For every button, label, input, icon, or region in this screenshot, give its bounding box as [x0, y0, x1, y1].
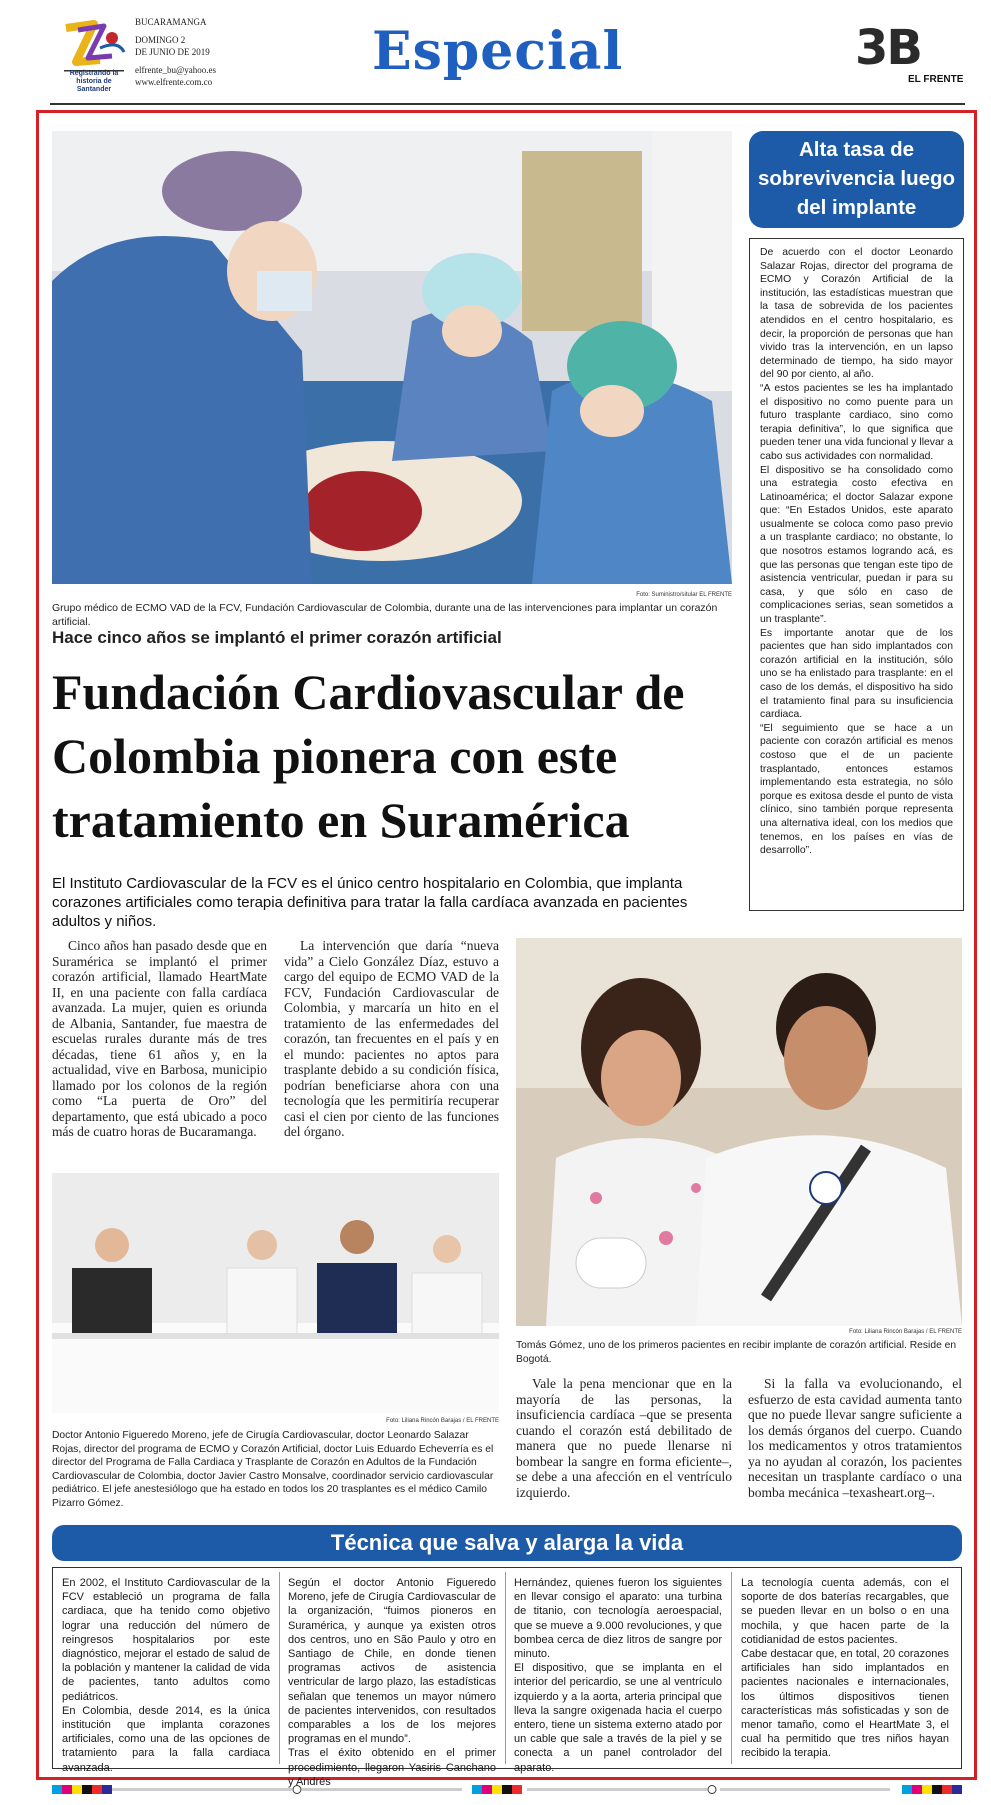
bottom-paragraph: Hernández, quienes fueron los siguientes en llevar consigo el aparato: una turbina de titanio, con tecnología aeroespacial, que se mueve a 9.000 revoluciones, y que bombea cerca de diez litros de sangre por minuto. — [514, 1577, 722, 1661]
patient-photo-caption: Tomás Gómez, uno de los primeros pacientes en recibir implante de corazón artificial. Reside en Bogotá. — [516, 1340, 957, 1365]
sidebar-paragraph: “El seguimiento que se hace a un paciente con corazón artificial es menos costoso que el de un paciente trasplantado, entonces estamos implementando esta estrategia, no sólo porque es exitosa desde el punto de vista clínico, sino también porque representa una alternativa ideal, con los medios que tenemos, en los países en vías de desarrollo”. — [760, 722, 953, 857]
section-title: Especial — [372, 21, 624, 82]
bottom-paragraph: Tras el éxito obtenido en el primer procedimiento, llegaron Yasiris Canchano y Andrés — [288, 1747, 496, 1788]
page-brand: EL FRENTE — [908, 74, 964, 85]
bottom-column-1 — [62, 1576, 270, 1775]
patient-photo-credit: Foto: Liliana Rincón Barajas / EL FRENTE — [849, 1329, 962, 1335]
bottom-section-title: Técnica que salva y alarga la vida — [52, 1525, 962, 1561]
sidebar-paragraph: Es importante anotar que de los pacientes que han sido implantados con corazón artificial en la institución, sólo uno se ha enlistado para trasplante: en el caso de los demás, el dispositivo ha sido el tratamiento final para su insuficiencia cardiaca. — [760, 627, 953, 721]
header-email[interactable]: elfrente_bu@yahoo.es — [135, 65, 217, 75]
header-date-1: DOMINGO 2 — [135, 35, 186, 45]
header-city: BUCARAMANGA — [135, 17, 207, 27]
bottom-paragraph: Cabe destacar que, en total, 20 corazones artificiales han sido implantados en pacientes nacionales e internacionales, los últimos dispositivos tienen características más sofisticadas y son de menor tamaño, como el HeartMate 3, el cual ha permitido que tres niños hayan recibido la terapia. — [741, 1648, 949, 1760]
bottom-column-2 — [288, 1576, 496, 1789]
surgery-photo-caption: Grupo médico de ECMO VAD de la FCV, Fundación Cardiovascular de Colombia, durante una de las intervenciones para implantar un corazón artificial. — [52, 602, 718, 628]
column-divider — [731, 1572, 732, 1764]
header-website[interactable]: www.elfrente.com.co — [135, 77, 213, 87]
patient-photo — [516, 938, 962, 1326]
article-col4-text: Si la falla va evolucionando, el esfuerzo de esta cavidad aumenta tanto que no puede llevar sangre suficiente a los demás órganos del cuerpo. Cuando los medicamentos y otros tratamientos ya no ayudan al corazón, los pacientes necesitan un trasplante cardíaco o una bomba mecánica –texasheart.org–. — [748, 1376, 962, 1500]
sidebar-body — [749, 238, 964, 911]
bottom-paragraph: La tecnología cuenta además, con el soporte de dos baterías recargables, que se pueden llevar en un bolso o en una mochila, y que hacen parte de la cotidianidad de estos pacientes. — [741, 1577, 949, 1646]
bottom-column-3 — [514, 1576, 722, 1775]
surgery-photo — [52, 131, 732, 584]
bottom-paragraph: En 2002, el Instituto Cardiovascular de la FCV estableció un programa de falla cardiaca, que ha tenido como objetivo lograr una reducción del número de reingresos hospitalarios por este diagnóstico, mejorar el estado de salud de la población y mantener la calidad de vida de pacientes, tanto adultos como pediátricos. — [62, 1577, 270, 1703]
panel-photo-credit: Foto: Liliana Rincón Barajas / EL FRENTE — [386, 1418, 499, 1424]
bottom-paragraph: En Colombia, desde 2014, es la única institución que implanta corazones artificiales, como una de las opciones de tratamiento para la falla cardiaca avanzada. — [62, 1704, 270, 1774]
article-col1-text: Cinco años han pasado desde que en Suramérica se implantó el primer corazón artificial, llamado HeartMate II, en una paciente con falla cardíaca avanzada. La mujer, quien es oriunda de Albania, Santander, fue maestra de escuelas rurales durante más de tres décadas, tiene 61 años y, en la actualidad, vive en Barbosa, municipio llamado por los colonos de la región como “La puerta de Oro” del departamento, que está ubicado a poco más de cuatro horas de Bucaramanga. — [52, 938, 267, 1139]
bottom-paragraph: Según el doctor Antonio Figueredo Moreno, jefe de Cirugía Cardiovascular de la organización, “fuimos pioneros en Suramérica, y aunque ya existen otros dos centros, uno en São Paulo y otro en Santiago de Chile, en donde tienen programas activos de asistencia ventricular de largo plazo, las estadísticas señalan que tenemos un mayor número de pacientes intervenidos, con resultados comparables a los de los mejores programas en el mundo”. — [288, 1577, 496, 1746]
header-meta — [135, 16, 216, 88]
page-number: 3B — [855, 20, 921, 76]
article-kicker: Hace cinco años se implantó el primer corazón artificial — [52, 628, 502, 647]
surgery-photo-credit: Foto: Suministro/sitular EL FRENTE — [636, 592, 732, 598]
doctors-panel-photo — [52, 1173, 499, 1413]
sidebar-paragraph: “A estos pacientes se les ha implantado el dispositivo no como puente para un futuro trasplante cardiaco, sino como terapia definitiva”, lo que significa que pueden tener una vida funcional y llevar a cabo sus actividades con normalidad. — [760, 382, 953, 462]
bottom-paragraph: El dispositivo, que se implanta en el interior del pericardio, se une al ventrículo izquierdo y a la aorta, arteria principal que lleva la sangre oxigenada hacia el cuerpo entero, tiene un sistema externo atado por un cable que sale a través de la piel y se conecta a un panel controlador del aparato. — [514, 1662, 722, 1774]
panel-photo-caption: Doctor Antonio Figueredo Moreno, jefe de Cirugía Cardiovascular, doctor Leonardo Salazar Rojas, director del programa de ECMO y Corazón Artificial, doctor Luis Eduardo Echeverría es el director del Programa de Falla Cardiaca y Trasplante de Corazón en Adultos de la Fundación Cardiovascular de Colombia, doctor Javier Castro Monsalve, coordinador servicio cardiovascular pediátrico. El jefe anestesiólogo que ha estado en todos los 20 trasplantes es el médico Camilo Pizarro Gómez. — [52, 1430, 494, 1509]
bottom-column-4 — [741, 1576, 949, 1761]
article-column-1 — [52, 938, 267, 1140]
sidebar-title: Alta tasa de sobrevivencia luego del implante — [749, 131, 964, 228]
header-rule — [50, 103, 965, 105]
logo-text: Registrando la historia de Santander — [69, 70, 119, 93]
article-deck: El Instituto Cardiovascular de la FCV es el único centro hospitalario en Colombia, que implanta corazones artificiales como terapia definitiva para tratar la falla cardíaca avanzada en pacientes adultos y niños. — [52, 875, 688, 930]
article-headline: Fundación Cardiovascular de Colombia pionera con este tratamiento en Suramérica — [52, 664, 685, 848]
article-column-4 — [748, 1376, 962, 1500]
column-divider — [279, 1572, 280, 1764]
sidebar-paragraph: De acuerdo con el doctor Leonardo Salazar Rojas, director del programa de ECMO y Corazón Artificial de la institución, las estadísticas muestran que la tasa de sobrevida de los pacientes atendidos en el centro hospitalario, es decir, la proporción de personas que han vivido tras la intervención, en un lapso determinado de tiempo, ha sido mayor del 90 por ciento, al año. — [760, 247, 953, 381]
newspaper-logo — [60, 18, 128, 93]
print-registration-bar — [52, 1781, 962, 1790]
sidebar-paragraph: El dispositivo se ha consolidado como una estrategia costo efectiva en Latinoamérica; el doctor Salazar expone que: “En Estados Unidos, este aparato usualmente se coloca como paso previo a un trasplante cardiaco; no obstante, lo que nosotros estamos logrando acá, es que las personas que tengan este tipo de asistencia ventricular, puedan ir para su casa, y que sólo en caso de complicaciones serias, sean sometidos a un trasplante”. — [760, 464, 953, 626]
article-column-2 — [284, 938, 499, 1140]
column-divider — [505, 1572, 506, 1764]
article-col2-text: La intervención que daría “nueva vida” a Cielo González Díaz, estuvo a cargo del equipo de ECMO VAD de la FCV, Fundación Cardiovascular de Colombia, y marcaría un hito en el tratamiento de las enfermedades del corazón, tan frecuentes en el país y en el mundo: pacientes no aptos para trasplante debido a su condición física, podrían beneficiarse ahora con una tecnología que les permitiría recuperar casi el cien por ciento de las funciones del órgano. — [284, 938, 499, 1139]
article-col3-text: Vale la pena mencionar que en la mayoría de las personas, la insuficiencia cardíaca –que se presenta cuando el corazón está debilitado de manera que no puede llenarse ni bombear la sangre en forma eficiente–, se debe a una afección en el ventrículo izquierdo. — [516, 1376, 732, 1500]
article-column-3 — [516, 1376, 732, 1500]
header-date-2: DE JUNIO DE 2019 — [135, 47, 210, 57]
